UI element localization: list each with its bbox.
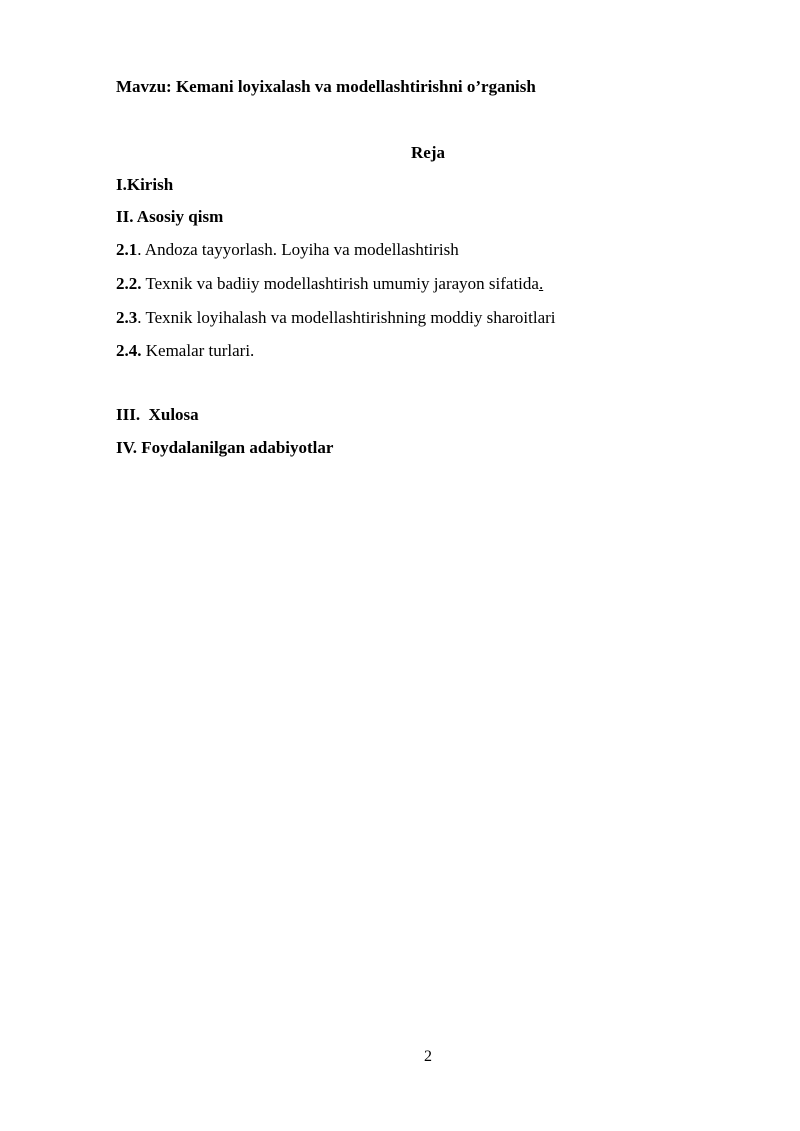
subsection-2-4 xyxy=(116,341,254,361)
subsection-number: 2.1 xyxy=(116,240,138,259)
document-title: Mavzu: Kemani loyixalash va modellashtirishni o’rganish xyxy=(116,77,536,96)
subsection-2-2 xyxy=(116,274,543,294)
subsection-number: 2.4. xyxy=(116,341,142,360)
subsection-2-1 xyxy=(116,240,459,260)
plan-heading: Reja xyxy=(411,143,445,162)
section-intro: I.Kirish xyxy=(116,175,174,194)
subsection-trailing-period: . xyxy=(538,274,544,293)
section-conclusion xyxy=(116,405,199,425)
section-conclusion-text: III. Xulosa xyxy=(116,405,199,424)
subsection-text: . Andoza tayyorlash. Loyiha va modellashtirish xyxy=(137,240,459,259)
subsection-2-3 xyxy=(116,308,556,328)
subsection-number: 2.3 xyxy=(116,308,138,327)
subsection-number: 2.2. xyxy=(116,274,142,293)
page-number: 2 xyxy=(424,1048,432,1065)
subsection-text: Texnik va badiiy modellashtirish umumiy jarayon sifatida xyxy=(141,274,539,293)
section-main: II. Asosiy qism xyxy=(116,207,224,226)
subsection-text: Kemalar turlari. xyxy=(141,341,255,360)
subsection-text: . Texnik loyihalash va modellashtirishning moddiy sharoitlari xyxy=(137,308,556,327)
section-references: IV. Foydalanilgan adabiyotlar xyxy=(116,438,334,457)
